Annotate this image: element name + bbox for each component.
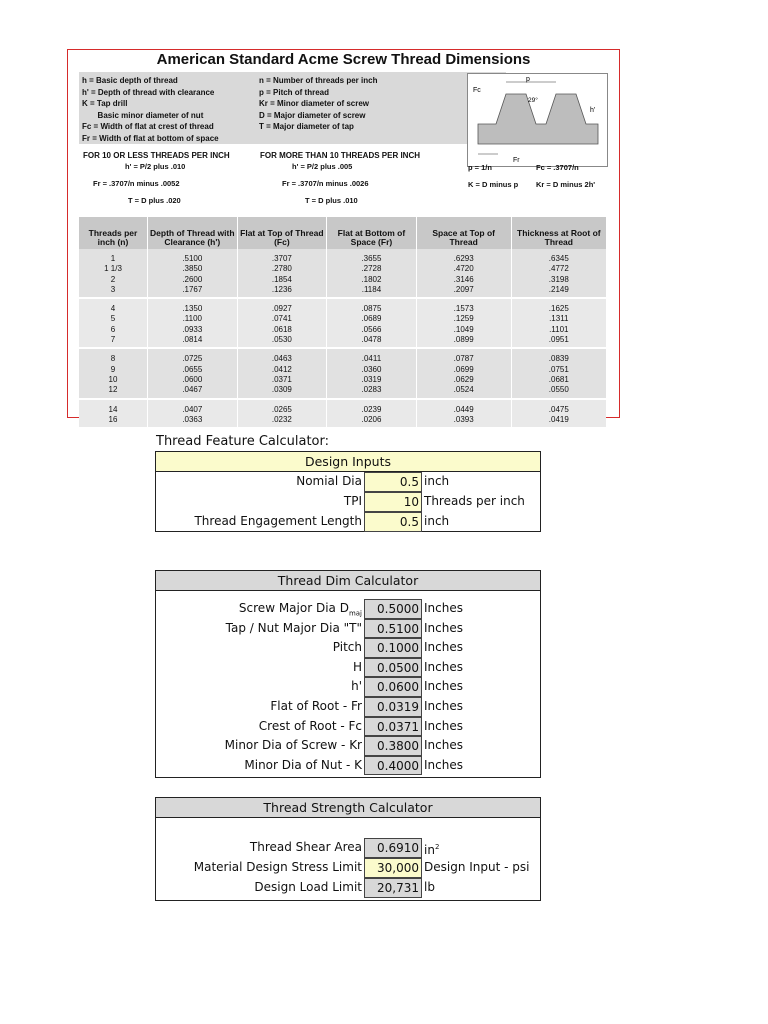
table-cell-value: .0927 (271, 304, 292, 314)
table-cell-value: .0933 (182, 324, 203, 334)
design-inputs-panel (155, 451, 541, 532)
table-cell (148, 348, 238, 398)
table-cell-value: .4720 (453, 264, 474, 274)
thread-profile-svg (468, 74, 607, 166)
table-cell-value: 2 (110, 274, 116, 284)
legend-item: K = Tap drill (82, 99, 128, 108)
table-cell-value: .0363 (182, 414, 203, 424)
table-cell-value: .0839 (548, 354, 569, 364)
table-cell-value: .0360 (361, 364, 382, 374)
table-cell (327, 399, 417, 429)
input-cell[interactable]: 0.5 (364, 472, 422, 492)
formula-fr: Fr = .3707/n minus .0026 (282, 179, 369, 188)
diagram-label-hprime: h' (590, 107, 596, 114)
table-cell-value: 4 (110, 304, 116, 314)
calc-row-unit-text: inch (424, 474, 450, 488)
calc-row-unit-text: Threads per inch (424, 494, 525, 508)
table-cell-value: .1311 (549, 314, 569, 324)
thread-dim-header: Thread Dim Calculator (156, 571, 540, 591)
table-cell-value: .0681 (548, 374, 569, 384)
calc-row-label (244, 756, 362, 776)
table-cell-value: .0875 (361, 304, 382, 314)
thread-strength-header: Thread Strength Calculator (156, 798, 540, 818)
table-cell (416, 298, 511, 348)
table-cell-value: .3655 (361, 254, 382, 263)
table-row (79, 298, 606, 348)
calc-row-label-text: Thread Shear Area (249, 840, 362, 854)
calc-row (156, 717, 540, 737)
calc-row (156, 838, 540, 858)
table-cell-value: .0814 (182, 335, 203, 345)
table-cell-value: .0741 (271, 314, 292, 324)
table-cell-value: 10 (108, 374, 118, 384)
table-cell-value: .0449 (453, 404, 474, 414)
legend-item: Fr = Width of flat at bottom of space (82, 133, 219, 143)
table-cell (148, 249, 238, 298)
table-cell-value: 8 (110, 354, 116, 364)
legend-right-column (259, 75, 377, 133)
table-cell (148, 298, 238, 348)
calc-row-label (333, 638, 362, 658)
calculated-cell: 0.4000 (364, 756, 422, 776)
calculated-cell: 20,731 (364, 878, 422, 898)
acme-dimensions-table (79, 217, 606, 429)
table-cell (237, 298, 327, 348)
calc-row (156, 736, 540, 756)
table-cell-value: .0787 (453, 354, 474, 364)
formula-hprime: h' = P/2 plus .005 (292, 162, 353, 171)
table-cell (327, 298, 417, 348)
formula-heading: FOR 10 OR LESS THREADS PER INCH (83, 151, 230, 160)
legend-item: Basic minor diameter of nut (82, 110, 204, 120)
table-cell-value: .0309 (271, 385, 292, 395)
calc-row-unit-text: Inches (424, 699, 463, 713)
calc-row-unit-text: Inches (424, 757, 463, 772)
calc-row-unit (424, 697, 463, 717)
calc-row-unit-text: Inches (424, 679, 463, 694)
column-header: Flat at Top of Thread (Fc) (237, 217, 327, 249)
table-cell-value: 5 (110, 314, 116, 324)
table-cell-value: .0463 (271, 354, 292, 364)
table-cell-value: 7 (110, 335, 116, 345)
calc-row-unit-text: lb (424, 880, 435, 894)
table-cell-value: .2780 (271, 264, 292, 274)
table-cell-value: .0411 (361, 354, 382, 364)
column-header: Depth of Thread with Clearance (h') (148, 217, 238, 249)
table-row (79, 348, 606, 398)
table-cell-value: .0319 (361, 374, 382, 384)
legend-item: h = Basic depth of thread (82, 76, 178, 85)
input-cell[interactable]: 30,000 (364, 858, 422, 878)
formula-fc: Fc = .3707/n (536, 163, 579, 172)
table-header-row (79, 217, 606, 249)
table-cell-value: .0699 (453, 364, 474, 374)
table-cell (511, 249, 606, 298)
table-cell-value: 6 (110, 324, 116, 334)
calc-row-unit (424, 756, 463, 776)
table-cell-value: .0524 (453, 385, 474, 395)
thread-dim-panel (155, 570, 541, 778)
calc-row-unit (424, 658, 463, 678)
table-cell-value: .0725 (182, 354, 203, 364)
reference-title: American Standard Acme Screw Thread Dimensions (156, 51, 531, 68)
calc-row-unit-text: Design Input - psi (424, 860, 530, 874)
legend-item: T = Major diameter of tap (259, 122, 354, 131)
table-row (79, 399, 606, 429)
calc-row-unit-text: Inches (424, 718, 463, 733)
calc-row (156, 658, 540, 678)
table-cell (79, 298, 148, 348)
calc-row (156, 878, 540, 898)
table-cell (79, 399, 148, 429)
calc-row-label (250, 838, 362, 858)
table-cell-value: .1184 (361, 284, 382, 294)
calculated-cell: 0.0319 (364, 697, 422, 717)
table-cell-value: 1 (110, 254, 116, 263)
table-cell-value: 3 (110, 284, 116, 294)
calc-row-label-text: Minor Dia of Nut - K (244, 757, 362, 772)
diagram-label-fr: Fr (513, 157, 520, 164)
calc-row-unit-text: Inches (424, 620, 463, 635)
calc-row-unit (424, 677, 463, 697)
column-header: Thickness at Root of Thread (511, 217, 606, 249)
calculated-cell: 0.0371 (364, 717, 422, 737)
table-cell-value: .4772 (548, 264, 569, 274)
calc-row (156, 492, 540, 512)
table-cell-value: .1802 (361, 274, 382, 284)
table-cell-value: .0618 (271, 324, 292, 334)
table-cell-value: .3850 (182, 264, 203, 274)
calc-row-unit (424, 492, 525, 512)
calc-row-unit (424, 736, 463, 756)
table-cell-value: .0206 (361, 414, 382, 424)
formula-p: p = 1/n (468, 163, 492, 172)
table-cell (416, 249, 511, 298)
table-cell-value: .0475 (548, 404, 569, 414)
table-cell-value: .0232 (271, 414, 292, 424)
calc-row-unit-superscript: 2 (434, 843, 440, 851)
table-cell-value: .1236 (271, 284, 292, 294)
table-cell-value: 1 1/3 (104, 264, 122, 274)
table-cell-value: 12 (108, 385, 118, 395)
table-cell-value: .0550 (548, 385, 569, 395)
calc-row (156, 697, 540, 717)
calc-row-label (353, 658, 362, 678)
calc-row-label-text: Crest of Root - Fc (258, 718, 362, 733)
table-cell-value: .0899 (453, 335, 474, 345)
calc-row-unit (424, 717, 463, 737)
table-cell-value: .2728 (361, 264, 382, 274)
calc-row-label-text: H (352, 659, 362, 674)
calc-row-unit-text: in (424, 843, 435, 857)
table-cell-value: .0407 (182, 404, 203, 414)
table-cell-value: .0566 (361, 324, 382, 334)
table-cell-value: .0239 (361, 404, 382, 414)
input-cell[interactable]: 0.5 (364, 512, 422, 532)
calc-row-label (259, 717, 362, 737)
legend-item: D = Major diameter of screw (259, 110, 366, 120)
calc-row-unit (424, 619, 463, 639)
table-row (79, 249, 606, 298)
thread-profile-diagram (467, 73, 608, 167)
design-inputs-header: Design Inputs (156, 452, 540, 472)
calc-row-label (270, 697, 362, 717)
calc-row-unit-text: Inches (424, 601, 463, 615)
table-cell (416, 399, 511, 429)
formula-heading: FOR MORE THAN 10 THREADS PER INCH (260, 151, 421, 160)
table-cell-value: .0689 (361, 314, 382, 324)
formula-t: T = D plus .020 (128, 196, 181, 205)
calc-row-label (344, 492, 362, 512)
table-cell-value: .1625 (548, 304, 569, 314)
calc-row-unit-text: Inches (424, 659, 463, 674)
calc-row-label-text: Tap / Nut Major Dia "T" (225, 620, 362, 635)
column-header: Threads per inch (n) (79, 217, 148, 249)
formula-fr: Fr = .3707/n minus .0052 (93, 179, 180, 188)
input-cell[interactable]: 10 (364, 492, 422, 512)
calculated-cell: 0.6910 (364, 838, 422, 858)
calc-row-unit (424, 512, 449, 532)
table-cell-value: .0412 (271, 364, 292, 374)
formula-k: K = D minus p (468, 180, 519, 189)
calculated-cell: 0.0600 (364, 677, 422, 697)
table-cell-value: 14 (108, 404, 118, 414)
calc-row (156, 677, 540, 697)
table-cell-value: .0629 (453, 374, 474, 384)
table-cell-value: .1101 (549, 324, 569, 334)
table-cell (237, 399, 327, 429)
table-cell-value: .0951 (548, 335, 569, 345)
table-cell-value: .3146 (453, 274, 474, 284)
acme-table-body (79, 249, 606, 428)
calculator-label: Thread Feature Calculator: (156, 434, 330, 449)
table-cell-value: .6293 (453, 254, 474, 263)
diagram-label-fc: Fc (473, 87, 481, 94)
calc-row-unit (424, 858, 529, 878)
calc-row-label-text: Thread Engagement Length (194, 514, 362, 528)
calc-row (156, 512, 540, 532)
calculated-cell: 0.0500 (364, 658, 422, 678)
table-cell-value: .3198 (548, 274, 569, 284)
calc-row-label-text: Flat of Root - Fr (270, 699, 362, 713)
table-cell-value: .1350 (182, 304, 203, 314)
table-cell-value: .1100 (182, 314, 202, 324)
table-cell-value: .2600 (182, 274, 203, 284)
calc-row-label (296, 472, 362, 492)
calculated-cell: 0.5100 (364, 619, 422, 639)
formula-kr: Kr = D minus 2h' (536, 180, 596, 189)
table-cell-value: 9 (110, 364, 116, 374)
table-cell (237, 249, 327, 298)
diagram-label-p: p (526, 76, 530, 83)
table-cell-value: .1049 (453, 324, 474, 334)
calc-row-label-text: Minor Dia of Screw - Kr (224, 738, 362, 753)
calc-row-label-text: Pitch (332, 640, 362, 655)
table-cell-value: .1854 (271, 274, 292, 284)
thread-strength-panel (155, 797, 541, 901)
legend-item: h' = Depth of thread with clearance (82, 87, 215, 97)
calc-row-unit-text: inch (424, 514, 450, 528)
diagram-label-angle: 29° (528, 97, 538, 104)
formula-hprime: h' = P/2 plus .010 (125, 162, 186, 171)
acme-reference-image (67, 49, 620, 424)
calc-row-label-text: h' (351, 679, 362, 694)
calc-row-label-text: Design Load Limit (254, 880, 362, 894)
table-cell-value: .0478 (361, 335, 382, 345)
calc-row (156, 619, 540, 639)
table-cell (148, 399, 238, 429)
table-cell-value: .0530 (271, 335, 292, 345)
calculated-cell: 0.5000 (364, 599, 422, 619)
calc-row-label-text: Nomial Dia (296, 474, 362, 488)
table-cell (511, 348, 606, 398)
calc-row-unit (424, 599, 463, 619)
table-cell (327, 249, 417, 298)
table-cell (79, 348, 148, 398)
calculated-cell: 0.1000 (364, 638, 422, 658)
table-cell-value: .3707 (271, 254, 292, 263)
table-cell-value: .1767 (182, 284, 203, 294)
calc-row-unit-text: Inches (424, 640, 463, 655)
table-cell (511, 399, 606, 429)
table-cell-value: .0371 (271, 374, 292, 384)
table-cell (237, 348, 327, 398)
table-cell-value: .2097 (453, 284, 474, 294)
table-cell (79, 249, 148, 298)
calc-row-unit-text: Inches (424, 738, 463, 753)
symbol-legend (79, 72, 506, 144)
calc-row-label (225, 736, 362, 756)
formulas-more-than-10 (260, 150, 420, 206)
legend-left-column (82, 75, 219, 144)
table-cell (511, 298, 606, 348)
calc-row-label (351, 677, 362, 697)
calc-row-label (194, 512, 362, 532)
calc-row-label (254, 878, 362, 898)
formulas-general-left (468, 162, 518, 190)
table-cell-value: .0655 (182, 364, 203, 374)
calc-row-unit (424, 878, 435, 898)
table-cell-value: .0600 (182, 374, 203, 384)
calc-row (156, 858, 540, 878)
formulas-general-right (536, 162, 595, 190)
table-cell-value: 16 (108, 414, 118, 424)
legend-item: n = Number of threads per inch (259, 76, 378, 85)
table-cell-value: .0419 (548, 414, 569, 424)
calc-row (156, 638, 540, 658)
calc-row-label (226, 619, 362, 639)
calculated-cell: 0.3800 (364, 736, 422, 756)
calc-row-unit (424, 472, 449, 492)
column-header: Space at Top of Thread (416, 217, 511, 249)
column-header: Flat at Bottom of Space (Fr) (327, 217, 417, 249)
table-cell-value: .0467 (182, 385, 203, 395)
table-cell (327, 348, 417, 398)
calc-row-label-text: TPI (343, 494, 362, 508)
calc-row-label-text: Screw Major Dia D (238, 601, 349, 615)
table-cell (416, 348, 511, 398)
legend-item: p = Pitch of thread (259, 87, 330, 97)
calc-row (156, 599, 540, 619)
table-cell-value: .0393 (453, 414, 474, 424)
calc-row (156, 756, 540, 776)
table-cell-value: .5100 (182, 254, 203, 263)
calc-row-label-subscript: maj (348, 609, 362, 618)
table-cell-value: .1259 (453, 314, 474, 324)
table-cell-value: .2149 (548, 284, 569, 294)
formula-t: T = D plus .010 (305, 196, 358, 205)
formulas-10-or-less (83, 150, 230, 206)
table-cell-value: .0283 (361, 385, 382, 395)
table-cell-value: .0751 (548, 364, 569, 374)
table-cell-value: .6345 (548, 254, 569, 263)
calc-row-label-text: Material Design Stress Limit (193, 860, 362, 874)
legend-item: Kr = Minor diameter of screw (259, 99, 370, 108)
legend-item: Fc = Width of flat at crest of thread (82, 122, 214, 131)
table-cell-value: .0265 (271, 404, 292, 414)
calc-row (156, 472, 540, 492)
table-cell-value: .1573 (453, 304, 474, 314)
calc-row-label (194, 858, 362, 878)
calc-row-unit (424, 638, 463, 658)
